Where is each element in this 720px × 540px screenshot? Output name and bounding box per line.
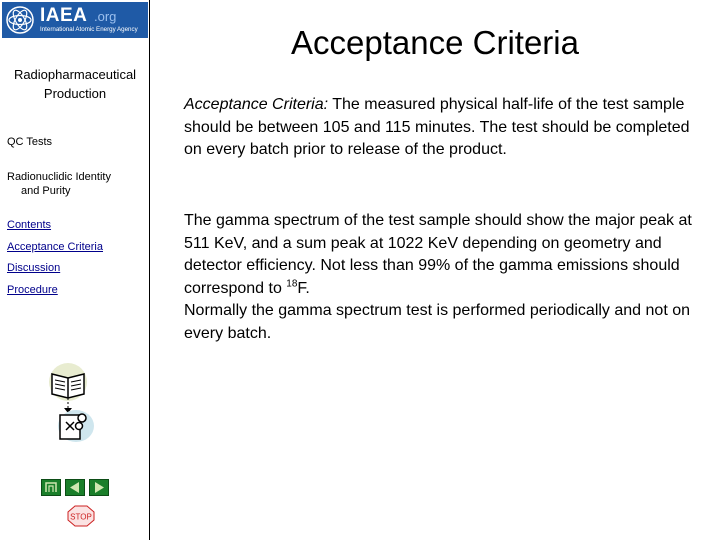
nav-link-discussion[interactable]: Discussion <box>7 262 61 274</box>
stop-button[interactable] <box>67 505 95 527</box>
page-title: Acceptance Criteria <box>291 24 579 61</box>
home-icon <box>42 480 60 495</box>
logo-name: IAEA <box>40 5 88 26</box>
book-flowchart-clipart <box>46 360 98 444</box>
home-button[interactable] <box>41 479 61 496</box>
acceptance-paragraph <box>184 94 704 162</box>
subsection-heading-line1: Radionuclidic Identity <box>7 171 111 183</box>
nav-link-acceptance-criteria[interactable]: Acceptance Criteria <box>7 241 103 253</box>
logo-agency: International Atomic Energy Agency <box>40 26 138 33</box>
module-title: Radiopharmaceutical Production <box>13 67 137 101</box>
acceptance-text: The measured physical half-life of the test sample should be between 105 and 115 minutes. The test should be completed on every batch prior to release of the product. <box>184 96 690 158</box>
isotope-symbol: F. <box>297 279 310 297</box>
gamma-text: The gamma spectrum of the test sample should show the major peak at 511 KeV, and a sum peak at 1022 KeV depending on geometry and detector efficiency. Not less than 99% of the gamma emissions should correspond to <box>184 212 692 297</box>
periodic-test-text: Normally the gamma spectrum test is performed periodically and not on every batch. <box>184 302 690 342</box>
section-heading: QC Tests <box>7 136 53 148</box>
arrow-right-icon <box>90 480 108 495</box>
stop-sign-icon <box>67 505 95 527</box>
gamma-paragraph <box>184 210 704 345</box>
subsection-heading <box>7 170 142 198</box>
nav-link-contents[interactable]: Contents <box>7 219 52 231</box>
iaea-logo <box>2 2 148 38</box>
subsection-heading-line2: and Purity <box>21 185 71 197</box>
stop-label: STOP <box>70 512 92 522</box>
atom-icon <box>5 5 35 35</box>
acceptance-term: Acceptance Criteria: <box>184 96 329 113</box>
isotope-mass-number: 18 <box>286 278 298 290</box>
sidebar <box>0 0 150 540</box>
nav-link-procedure[interactable]: Procedure <box>7 284 58 296</box>
next-button[interactable] <box>89 479 109 496</box>
arrow-left-icon <box>66 480 84 495</box>
logo-suffix: .org <box>94 9 117 24</box>
previous-button[interactable] <box>65 479 85 496</box>
